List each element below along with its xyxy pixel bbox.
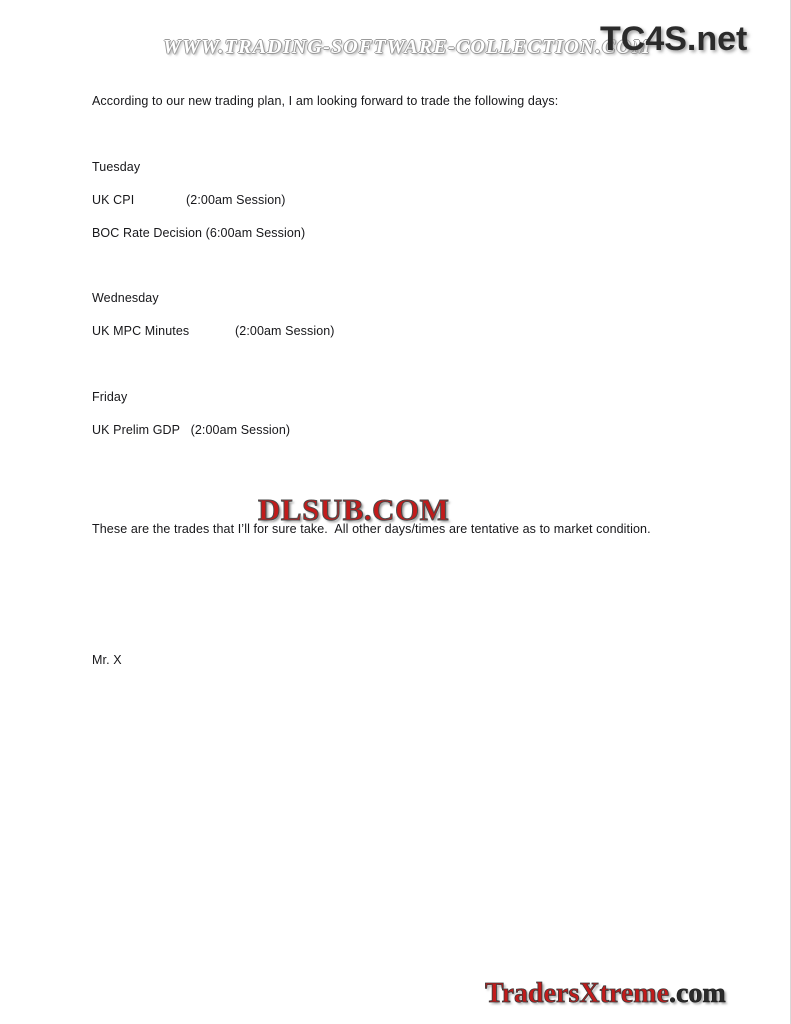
day-heading-wednesday: Wednesday [92, 291, 159, 305]
tc4s-watermark: TC4S.net [600, 20, 748, 58]
dlsub-watermark: DLSUB.COM [258, 492, 450, 527]
day-heading-friday: Friday [92, 390, 128, 404]
closing-paragraph: These are the trades that I’ll for sure take. All other days/times are tentative as to market condition. [92, 522, 651, 536]
event-session-uk-cpi: (2:00am Session) [186, 193, 286, 207]
event-name-uk-mpc-minutes: UK MPC Minutes [92, 324, 190, 338]
trading-software-collection-watermark: WWW.TRADING-SOFTWARE-COLLECTION.COM [163, 36, 651, 58]
tradersxtreme-watermark-name: TradersXtreme [485, 978, 669, 1009]
signature-line: Mr. X [92, 653, 122, 667]
event-name-uk-prelim-gdp: UK Prelim GDP (2:00am Session) [92, 423, 291, 437]
tradersxtreme-watermark-tld: .com [669, 978, 726, 1009]
day-heading-tuesday: Tuesday [92, 160, 141, 174]
event-name-boc-rate-decision: BOC Rate Decision (6:00am Session) [92, 226, 306, 240]
intro-paragraph: According to our new trading plan, I am looking forward to trade the following days: [92, 94, 559, 108]
event-name-uk-cpi: UK CPI [92, 193, 135, 207]
event-session-uk-mpc-minutes: (2:00am Session) [235, 324, 335, 338]
top-watermark-band [0, 16, 791, 56]
tradersxtreme-watermark [485, 978, 726, 1010]
